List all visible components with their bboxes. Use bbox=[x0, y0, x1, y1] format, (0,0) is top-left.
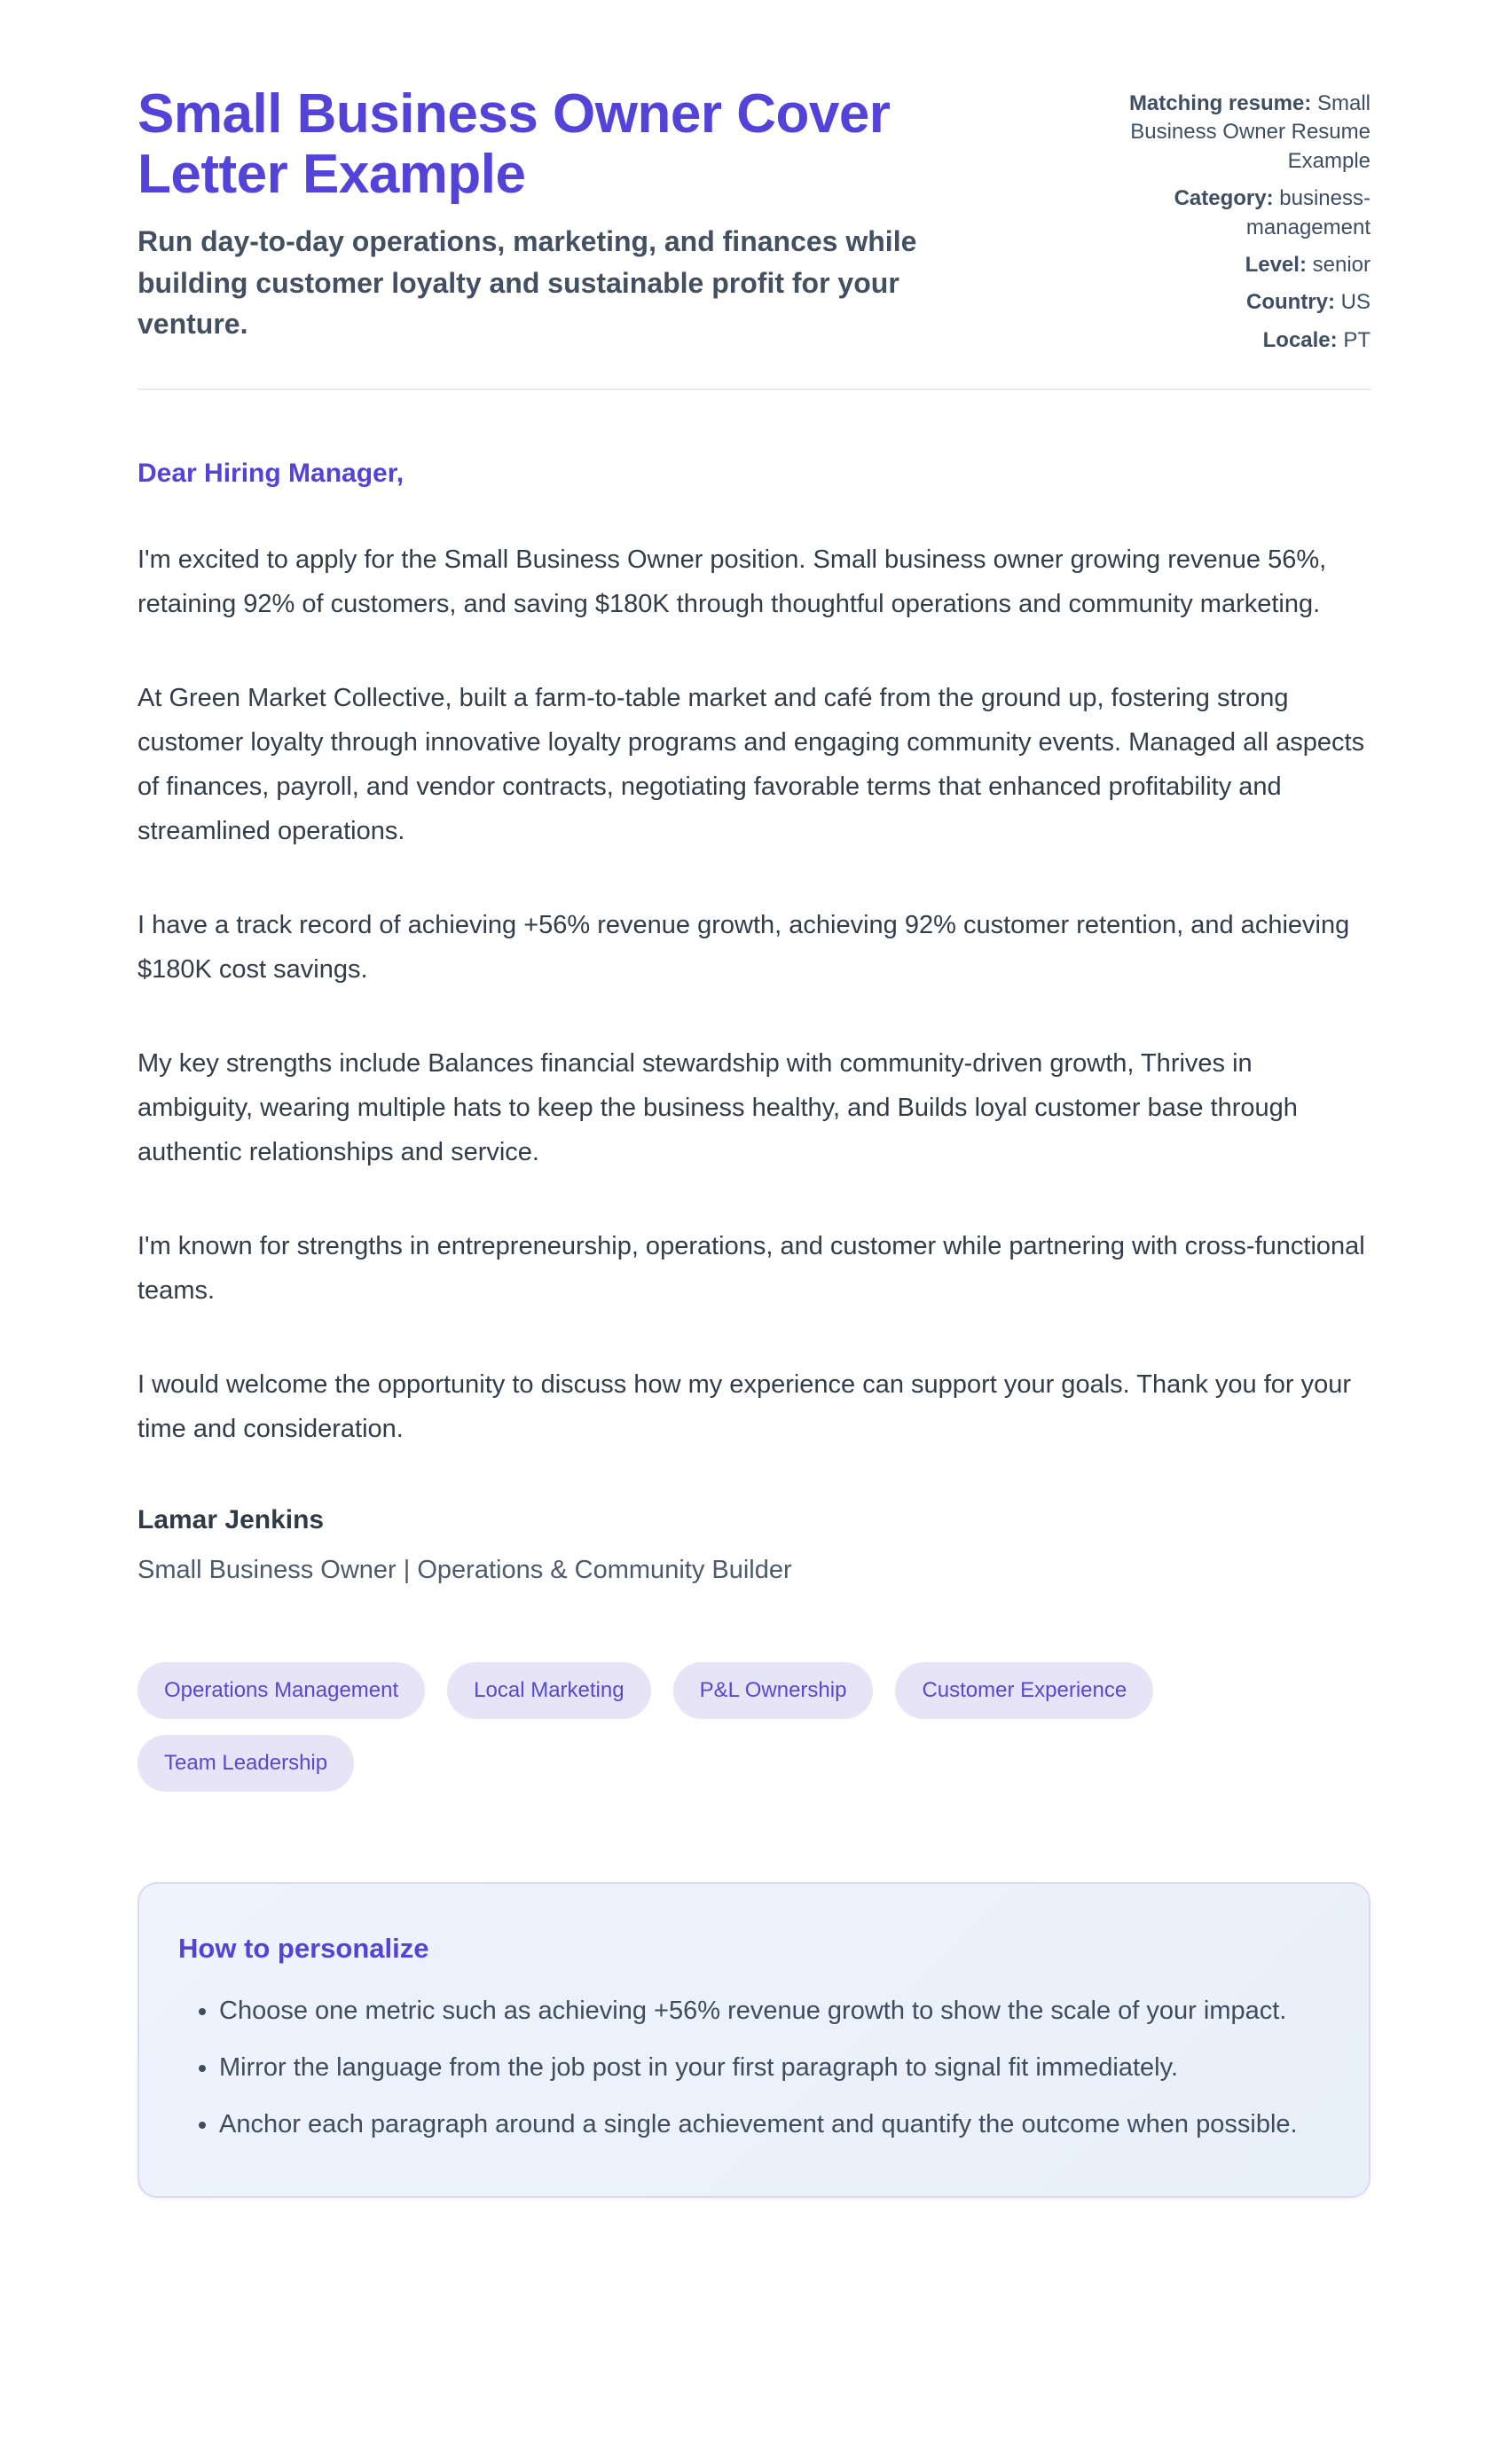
skill-tag: Team Leadership bbox=[137, 1735, 354, 1792]
page-title: Small Business Owner Cover Letter Example bbox=[137, 83, 891, 206]
meta-label: Level: bbox=[1245, 252, 1307, 277]
tip-item: • Choose one metric such as achieving +56% revenue growth to show the scale of your impact. bbox=[219, 1989, 1301, 2033]
skill-tags bbox=[137, 1662, 1202, 1792]
meta-value: senior bbox=[1312, 252, 1371, 277]
meta-value: Small Business Owner Resume Example bbox=[1130, 91, 1371, 173]
skill-tag: Customer Experience bbox=[895, 1662, 1153, 1719]
tips-list bbox=[178, 1989, 1316, 2146]
header-title-block bbox=[137, 84, 1016, 345]
meta-label: Locale: bbox=[1262, 327, 1338, 352]
letter-paragraph: I would welcome the opportunity to discuss how my experience can support your goals. Thank you for your time and consideration. bbox=[137, 1370, 1352, 1444]
page-subtitle: Run day-to-day operations, marketing, and finances while building customer loyalty and sustainable profit for your venture. bbox=[137, 225, 917, 341]
meta-label: Country: bbox=[1246, 290, 1335, 315]
letter-paragraph: I'm excited to apply for the Small Business Owner position. Small business owner growing revenue 56%, retaining 92% of customers, and saving $180K through thoughtful operations and community marketing. bbox=[137, 545, 1327, 619]
meta-item-locale bbox=[1051, 326, 1371, 355]
letter-body bbox=[137, 454, 1371, 1591]
letter-paragraph: I have a track record of achieving +56% revenue growth, achieving 92% customer retention, and achieving $180K cost savings. bbox=[137, 911, 1350, 985]
tip-item: • Mirror the language from the job post in your first paragraph to signal fit immediately. bbox=[219, 2045, 1301, 2090]
skill-tag: Local Marketing bbox=[447, 1662, 650, 1719]
resume-meta bbox=[1051, 84, 1371, 364]
signature-title: Small Business Owner | Operations & Community Builder bbox=[137, 1556, 792, 1585]
meta-value: US bbox=[1340, 290, 1371, 315]
meta-value: business-management bbox=[1245, 186, 1371, 239]
meta-item-category bbox=[1051, 184, 1371, 242]
letter-paragraph: I'm known for strengths in entrepreneurship, operations, and customer while partnering with cross-functional teams. bbox=[137, 1232, 1365, 1306]
meta-item-country bbox=[1051, 288, 1371, 317]
skill-tag: Operations Management bbox=[137, 1662, 425, 1719]
meta-item-matching-resume bbox=[1051, 90, 1371, 176]
letter-paragraph: At Green Market Collective, built a farm-to-table market and café from the ground up, fostering strong customer loyalty through innovative loyalty programs and engaging community events. Managed all aspects of finances, payroll, and vendor contracts, negotiating favorable terms that enhanced profitability and streamlined operations. bbox=[137, 684, 1365, 846]
page-header bbox=[137, 84, 1371, 390]
meta-label: Category: bbox=[1174, 186, 1274, 211]
tips-callout bbox=[137, 1882, 1371, 2198]
letter-paragraph: My key strengths include Balances financial stewardship with community-driven growth, Thrives in ambiguity, wearing multiple hats to keep the business healthy, and Builds loyal customer base through authentic relationships and service. bbox=[137, 1049, 1298, 1167]
meta-value: PT bbox=[1343, 327, 1371, 352]
salutation: Dear Hiring Manager, bbox=[137, 459, 404, 489]
tips-heading: How to personalize bbox=[178, 1933, 429, 1965]
meta-label: Matching resume: bbox=[1128, 91, 1312, 115]
skill-tag: P&L Ownership bbox=[673, 1662, 874, 1719]
signature-block bbox=[137, 1501, 1371, 1591]
tip-item: • Anchor each paragraph around a single achievement and quantify the outcome when possible. bbox=[219, 2102, 1301, 2146]
meta-item-level bbox=[1051, 251, 1371, 279]
signature-name: Lamar Jenkins bbox=[137, 1505, 325, 1535]
